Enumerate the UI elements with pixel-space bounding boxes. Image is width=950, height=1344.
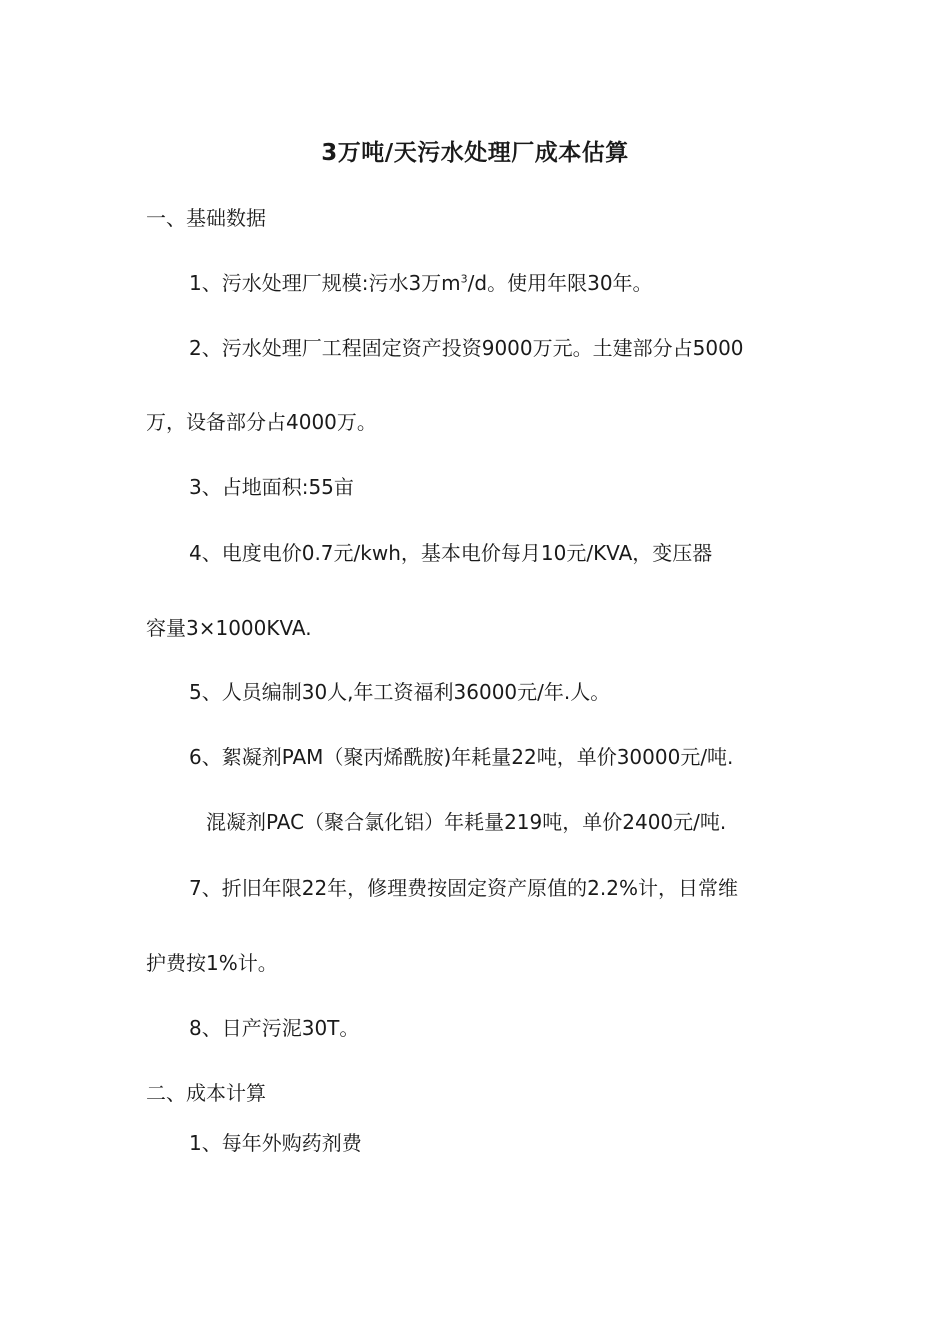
document-title: 3万吨/天污水处理厂成本估算 bbox=[321, 140, 629, 166]
item-text: 1、污水处理厂规模:污水3万m bbox=[189, 271, 461, 295]
list-item-area: 3、占地面积:55亩 bbox=[189, 475, 354, 499]
list-item-electricity: 4、电度电价0.7元/kwh，基本电价每月10元/KVA，变压器 bbox=[189, 541, 713, 565]
list-item-coagulant: 混凝剂PAC（聚合氯化铝）年耗量219吨，单价2400元/吨. bbox=[206, 810, 727, 834]
superscript: 3 bbox=[460, 272, 468, 286]
list-item-scale bbox=[189, 270, 653, 296]
list-item-depreciation-cont: 护费按1%计。 bbox=[146, 951, 278, 975]
section-heading-cost-calc: 二、成本计算 bbox=[146, 1081, 266, 1105]
list-item-staff: 5、人员编制30人,年工资福利36000元/年.人。 bbox=[189, 680, 611, 704]
list-item-electricity-cont: 容量3×1000KVA. bbox=[146, 616, 312, 640]
item-text: /d。使用年限30年。 bbox=[467, 271, 653, 295]
section-heading-basic-data: 一、基础数据 bbox=[146, 206, 266, 230]
list-item-depreciation: 7、折旧年限22年，修理费按固定资产原值的2.2%计，日常维 bbox=[189, 876, 738, 900]
list-item-investment: 2、污水处理厂工程固定资产投资9000万元。土建部分占5000 bbox=[189, 336, 744, 360]
list-item-flocculant: 6、絮凝剂PAM（聚丙烯酰胺)年耗量22吨，单价30000元/吨. bbox=[189, 745, 734, 769]
list-item-sludge: 8、日产污泥30T。 bbox=[189, 1016, 360, 1040]
list-item-investment-cont: 万，设备部分占4000万。 bbox=[146, 410, 377, 434]
list-item-chemical-cost: 1、每年外购药剂费 bbox=[189, 1131, 362, 1155]
